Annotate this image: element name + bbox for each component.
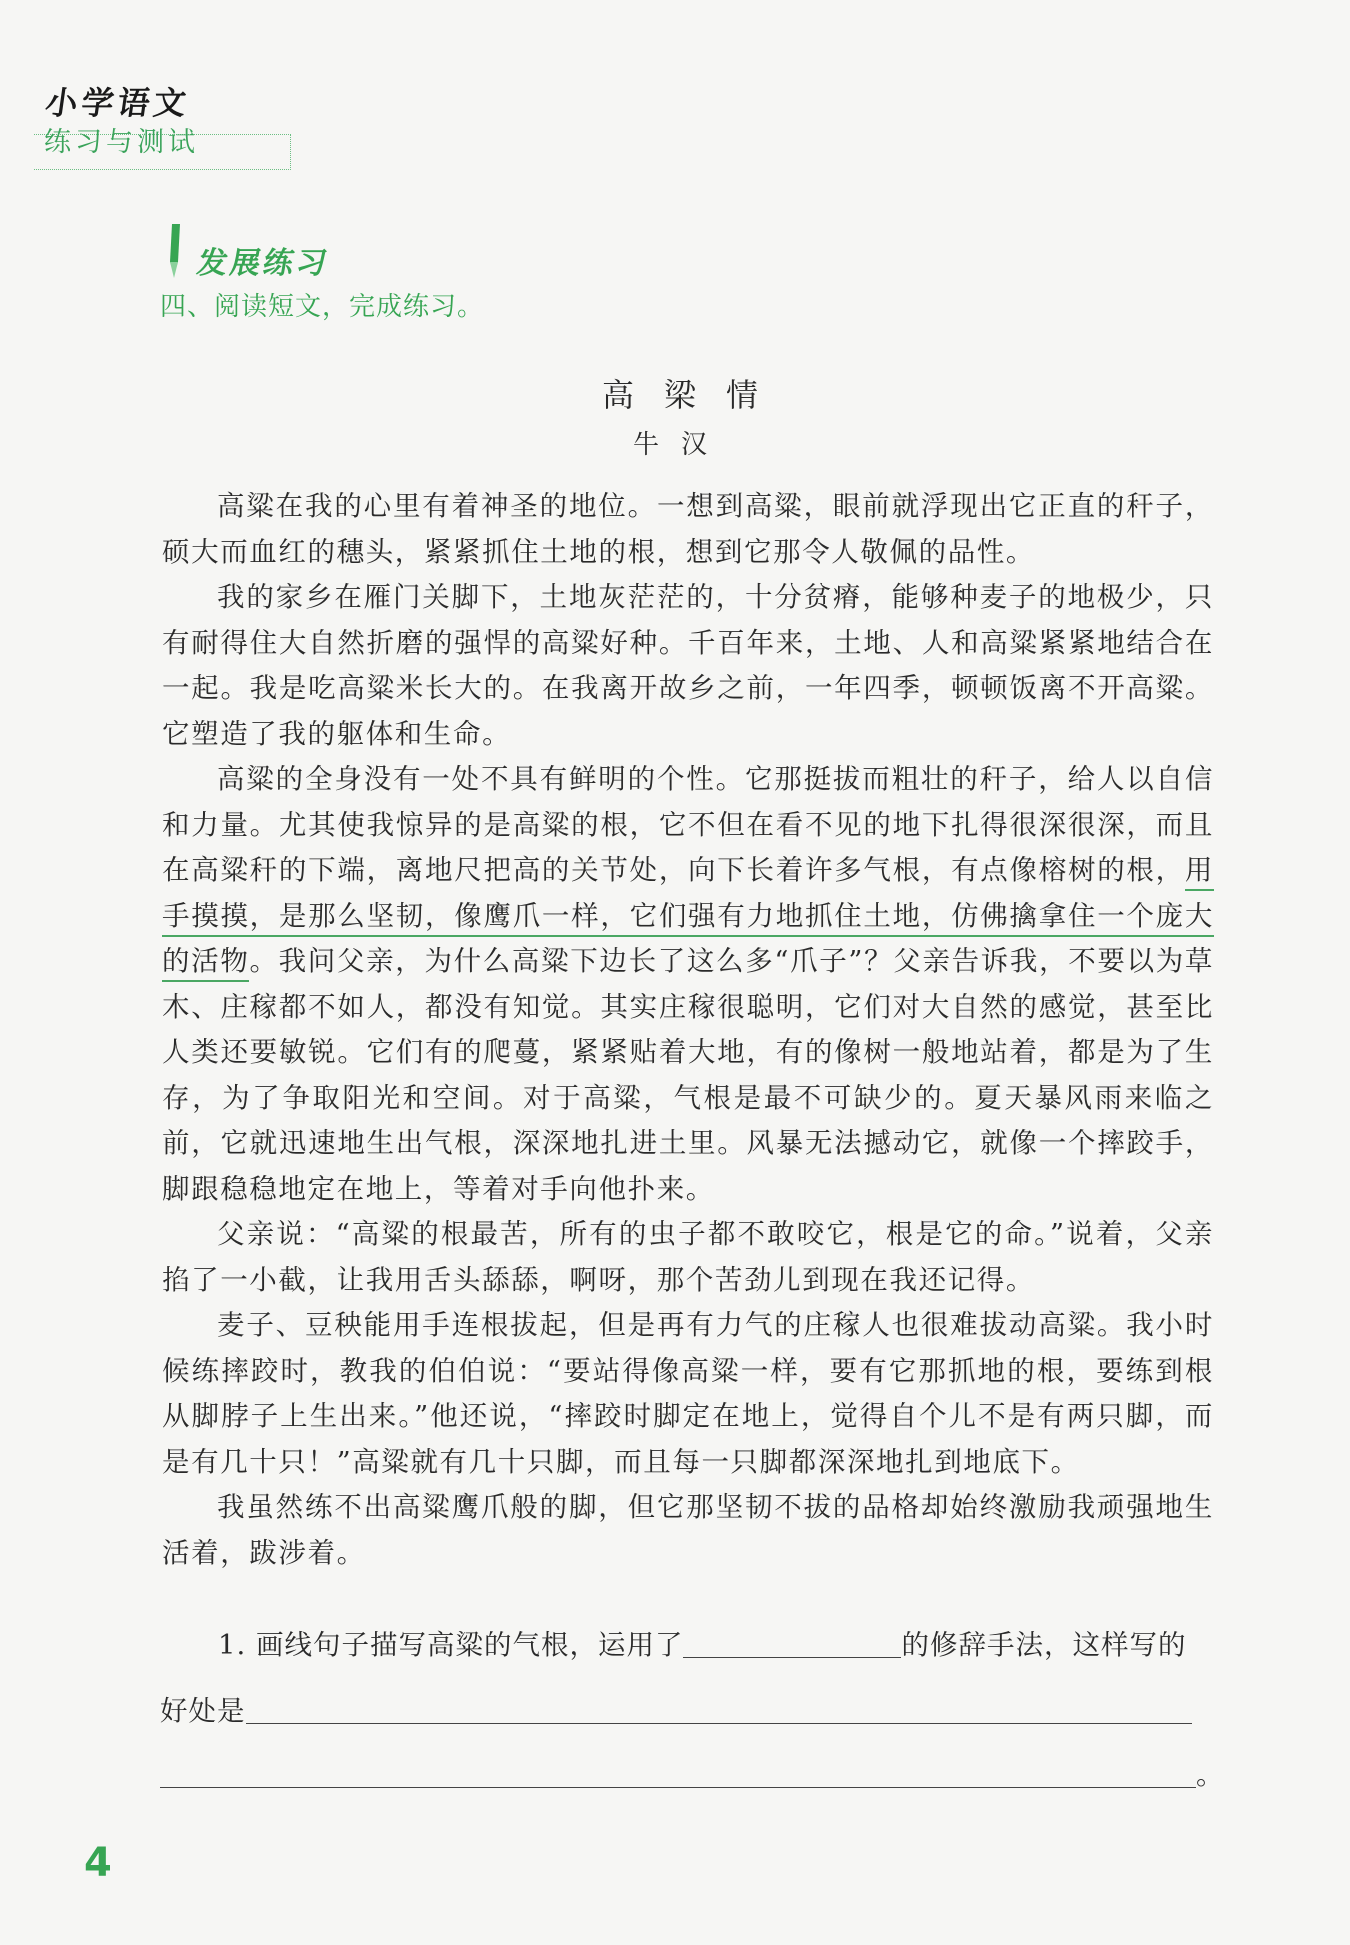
paragraph: 父亲说：“高粱的根最苦，所有的虫子都不敢咬它，根是它的命。”说着，父亲掐了一小截，让我用舌头舔舔，啊呀，那个苦劲儿到现在我还记得。 [162, 1218, 1214, 1296]
question-line [218, 1622, 1186, 1662]
paragraph: 我的家乡在雁门关脚下，土地灰茫茫的，十分贫瘠，能够种麦子的地极少，只有耐得住大自然折磨的强悍的高粱好种。千百年来，土地、人和高粱紧紧地结合在一起。我是吃高粱米长大的。在我离开故乡之前，一年四季，顿顿饭离不开高粱。它塑造了我的躯体和生命。 [162, 581, 1214, 750]
exercise-instruction: 四、阅读短文，完成练习。 [160, 292, 485, 322]
article-body [162, 484, 1214, 1576]
paragraph-text: 木、庄稼都不如人，都没有知觉。其实庄稼很聪明，它们对大自然的感觉，甚至比人类还要敏锐。它们有的爬蔓，紧紧贴着大地，有的像树一般地站着，都是为了生存，为了争取阳光和空间。对于高粱，气根是最不可缺少的。夏天暴风雨来临之前，它就迅速地生出气根，深深地扎进土里。风暴无法撼动它，就像一个摔跤手，脚跟稳稳地定在地上，等着对手向他扑来。 [162, 990, 1214, 1205]
question-line [160, 1688, 1192, 1728]
article-title: 高梁情 [601, 376, 788, 414]
page-number: 4 [84, 1840, 112, 1886]
pencil-icon [164, 222, 186, 280]
paragraph-text: 。我问父亲，为什么高粱下边长了这么多“爪子”？父亲告诉我，不要以为草 [249, 945, 1214, 977]
answer-blank-benefit[interactable] [246, 1693, 1192, 1724]
question-line [160, 1752, 1225, 1792]
article-author: 牛汉 [632, 430, 729, 460]
answer-blank-benefit-continued[interactable] [160, 1757, 1196, 1788]
paragraph-text: 高粱的全身没有一处不具有鲜明的个性。它那挺拔而粗壮的秆子，给人以自信和力量。尤其使我惊异的是高粱的根，它不但在看不见的地下扎得很深很深，而且在高粱秆的下端，离地尺把高的关节处，向下长着许多气根，有点像榕树的根， [162, 763, 1214, 886]
question-text: 。 [1196, 1759, 1225, 1791]
question-text: 1. 画线句子描写高粱的气根，运用了 [218, 1629, 684, 1661]
paragraph: 高粱在我的心里有着神圣的地位。一想到高粱，眼前就浮现出它正直的秆子，硕大而血红的穗头，紧紧抓住土地的根，想到它那令人敬佩的品性。 [162, 490, 1214, 568]
brand-subtitle: 练习与测试 [44, 127, 199, 158]
brand-header [42, 78, 292, 170]
paragraph: 我虽然练不出高粱鹰爪般的脚，但它那坚韧不拔的品格却始终激励我顽强地生活着，跋涉着。 [162, 1491, 1214, 1569]
underlined-sentence: 用手摸摸，是那么坚韧，像鹰爪一样，它们强有力地抓住土地，仿佛擒拿住一个庞大的活物 [162, 854, 1214, 982]
question-text: 的修辞手法，这样写的 [901, 1629, 1187, 1661]
paragraph [162, 757, 1214, 1212]
answer-blank-rhetoric[interactable] [683, 1627, 901, 1658]
question-text: 好处是 [160, 1695, 246, 1727]
brand-title: 小学语文 [43, 84, 193, 122]
section-title: 发展练习 [194, 246, 333, 281]
paragraph: 麦子、豆秧能用手连根拔起，但是再有力气的庄稼人也很难拔动高粱。我小时候练摔跤时，教我的伯伯说：“要站得像高粱一样，要有它那抓地的根，要练到根从脚脖子上生出来。”他还说，“摔跤时脚定在地上，觉得自个儿不是有两只脚，而是有几十只！”高粱就有几十只脚，而且每一只脚都深深地扎到地底下。 [162, 1309, 1214, 1478]
